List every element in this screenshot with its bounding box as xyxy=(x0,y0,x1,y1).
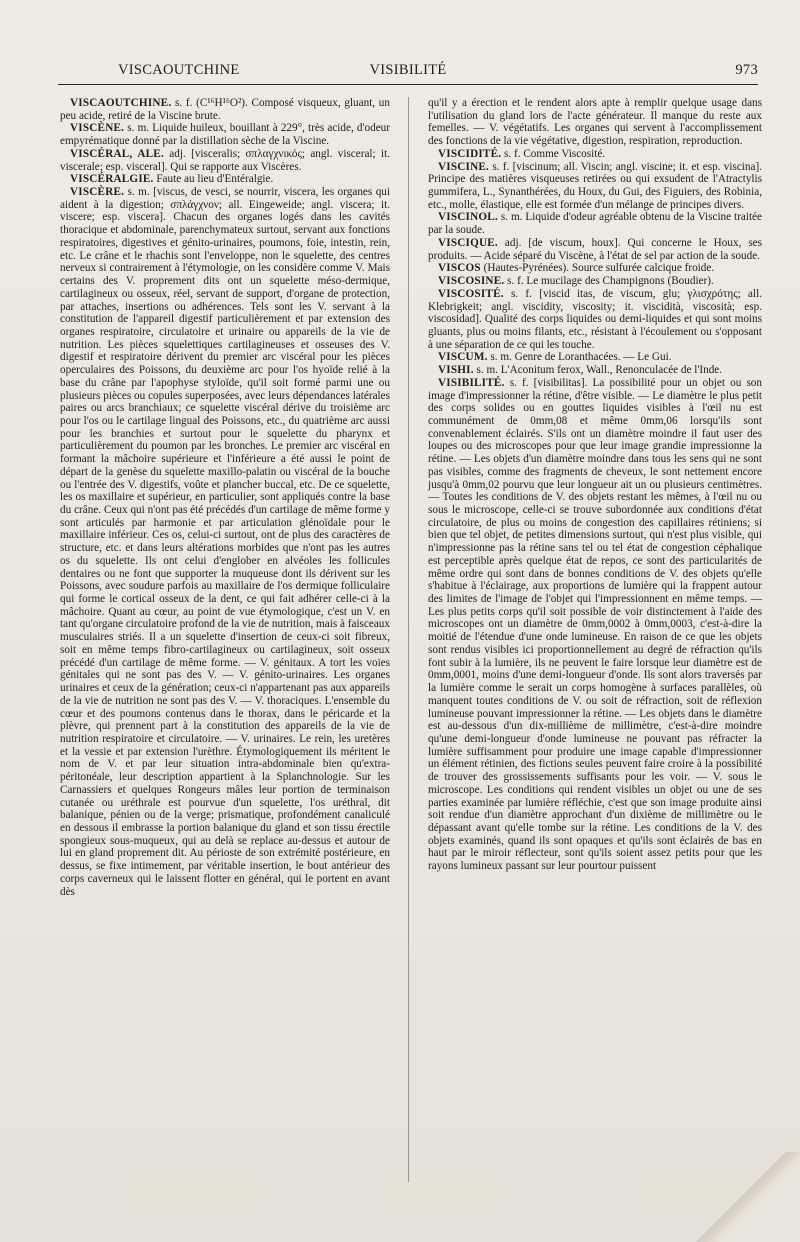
dictionary-entry xyxy=(428,262,762,275)
entry-headword: VISCÈRE. xyxy=(70,186,125,199)
dictionary-entry xyxy=(428,275,762,288)
entry-headword: VISCOSITÉ. xyxy=(438,287,504,300)
dictionary-entry xyxy=(60,173,390,186)
column-divider xyxy=(408,97,409,1182)
dictionary-entry xyxy=(428,161,762,212)
entry-definition: s. f. [visibilitas]. La possibilité pour un objet ou son image d'impressionner la rétine, d'être visible. — Le diamètre le plus petit des corps solides ou en gouttes liquides visibles à l'œil nu est communément de 0mm,08 et même 0mm,06 lorsqu'ils sont convenablement éclairés. S'ils ont un diamètre moindre il faut user des loupes ou des microscopes pour que leur image grandie impressionne la rétine. — Les objets d'un diamètre moindre dans tous les sens qui ne sont pas visibles, comme des fragments de cheveux, le sont nettement encore jusqu'à 0mm,02 pourvu que leur longueur ait un ou plusieurs centimètres. — Toutes les conditions de V. des objets restant les mêmes, à l'œil nu ou sous le microscope, celle-ci se trouve subordonnée aux conditions d'état circulatoire, de plus ou moins de congestion des capillaires rétiniens; si bien que tel objet, de petites dimensions surtout, qui n'est plus visible, qui n'impressionne pas la rétine sans tel ou tel état de congestion céphalique est perceptible après quelque état de repos, ce sont des particularités de même ordre qui sont dans de bonnes conditions de V. des objets qu'elle s'habitue à l'éclairage, aux proportions de lumière qui la frappent autour des limites de l'image de l'objet qui l'impressionnent en même temps. — Les plus petits corps qu'il soit possible de voir distinctement à l'aide des microscopes ont un diamètre de 0mm,0002 à 0mm,0003, c'est-à-dire la moitié de l'étendue d'une onde lumineuse. En raison de ce que les objets sont rendus visibles ici proportionnellement au degré de réfraction qu'ils font subir à la lumière, ils ne peuvent le faire lorsque leur diamètre est de 0mm,0001, moins d'une demi-longueur d'onde. Ils sont alors traversés par la lumière comme le serait un corps homogène à surfaces parallèles, où manquent toutes conditions de V. ou soit de réfraction, soit de réflexion lumineuse pouvant impressionner la rétine. — Les objets dans le diamètre est au-dessous d'un dix-millième de millimètre, c'est-à-dire moindre qu'une demi-longueur d'onde lumineuse ne pouvant pas réfracter la lumière suffisamment pour produire une image capable d'impressionner un élément rétinien, des fictions seules peuvent faire croire à la possibilité de trouver des grossissements suffisants pour les voir. — V. sous le microscope. Les conditions qui rendent visibles un objet ou une de ses parties examinée par lumière réfléchie, c'est que son image produite ainsi soit rendue d'un diamètre approchant d'un dixième de millimètre ou le dépassant avant qu'elle tombe sur la rétine. Les conditions de la V. des objets examinés, quand ils sont opaques et qu'ils sont éclairés de bas en haut par le miroir réflecteur, sont qu'ils soient assez petits pour que les rayons lumineux passant sur leur pourtour puissent xyxy=(428,376,762,873)
page-number: 973 xyxy=(735,62,758,78)
entry-definition: adj. [de viscum, houx]. Qui concerne le Houx, ses produits. — Acide séparé du Viscène, à l'état de sel par action de la soude. xyxy=(428,236,762,262)
dictionary-entry xyxy=(428,377,762,873)
entry-definition: s. f. Le mucilage des Champignons (Boudier). xyxy=(504,275,714,288)
entry-headword: VISCUM. xyxy=(438,351,488,364)
entry-definition: s. f. (C¹⁶H¹⁶O²). Composé visqueux, gluant, un peu acide, retiré de la Viscine brute. xyxy=(60,97,390,122)
header-center-word: VISIBILITÉ xyxy=(369,62,447,78)
entry-definition: s. m. L'Aconitum ferox, Wall., Renonculacée de l'Inde. xyxy=(473,364,723,377)
entry-headword: VISIBILITÉ. xyxy=(438,376,505,389)
entry-definition: s. m. Liquide huileux, bouillant à 229°, très acide, d'odeur empyrématique donné par la distillation sèche de la Viscine. xyxy=(60,122,390,148)
header-rule xyxy=(58,84,758,85)
entry-headword: VISCOSINE. xyxy=(438,275,505,288)
entry-definition: s. f. [viscid itas, de viscum, glu; γλισχρότης; all. Klebrigkeit; angl. viscidity, viscosity; it. viscidità, viscosità; esp. viscosidad]. Qualité des corps liquides ou demi-liquides et qui sont moins gluants, plus ou moins filants, etc., résistant à l'écoulement ou s'opposant à une séparation de ce qui les touche. xyxy=(428,287,762,351)
entry-headword: VISCAOUTCHINE. xyxy=(70,97,172,109)
dictionary-entry xyxy=(60,186,390,898)
entry-headword: VISCÈNE. xyxy=(70,122,125,135)
entry-definition: s. m. Genre de Loranthacées. — Le Gui. xyxy=(487,351,672,364)
entry-headword: VISCÉRAL, ALE. xyxy=(70,147,164,160)
entry-headword: VISCOS xyxy=(438,262,481,275)
entry-definition: qu'il y a érection et le rendent alors apte à remplir quelque usage dans l'utilisation du gland lors de l'acte générateur. Il manque du reste aux femelles. — V. végétatifs. Les organes qui servent à l'accomplissement des fonctions de la vie végétative, digestion, respiration, reproduction. xyxy=(428,97,762,148)
dictionary-entry xyxy=(60,97,390,122)
dictionary-entry xyxy=(60,148,390,173)
entry-definition: s. m. [viscus, de vesci, se nourrir, viscera, les organes qui aident à la digestion; σπλάγχνον; all. Eingeweide; angl. viscera; it. viscere; esp. viscera]. Chacun des organes logés dans les cavités thoracique et abdominale, parenchymateux surtout, servant aux fonctions respiratoires, digestives et génito-urinaires, poumons, foie, intestin, rein, etc. Le crâne et le rhachis sont l'enveloppe, non le squelette, des centres nerveux si contrairement à l'étymologie, on les considère comme V. Mais certains des V. proprement dits ont un squelette méso-dermique, cartilagineux ou osseux, réel, servant de support, d'organe de protection, par attaches, insertions ou adhérences. Tels sont les V. servant à la constitution de l'appareil digestif particulièrement et par extension des organes respiratoire, circulatoire et urinaire ou appareils de la vie de nutrition. Les pièces squelettiques cartilagineuses et osseuses des V. digestif et respiratoire dérivent du premier arc viscéral pour les pièces operculaires des Poissons, du deuxième arc pour l'os hyoïde relié à la base du crâne par l'apophyse styloïde, qu'il soit formé parmi une ou plusieurs pièces ou copules superposées, avec leurs dépendances latérales paires ou arcs branchiaux; ce squelette viscéral dérive du troisième arc pour l'os ou le cartilage lingual des Poissons, etc., du quatrième arc aussi pour les branchies et surtout pour le squelette du pharynx et particulièrement du poumon par les bronches. Le premier arc viscéral en formant la mâchoire supérieure et l'inférieure a été aussi le point de départ de la genèse du squelette maxillo-palatin ou viscéral de la bouche ou l'entrée des V. digestifs, voûte et plancher buccal, etc. De ce squelette, les os maxillaire et supérieur, en particulier, sont appliqués contre la base du crâne. Ceux qui n'ont pas été précédés d'un cartilage de même forme y sont articulés par harmonie et par articulation glénoïdale pour le maxillaire inférieur. Ces os, celui-ci surtout, ont de plus des caractères de structure, etc. et dans leurs altérations morbides que n'ont pas les autres os du squelette. Ils ont celui d'englober en alvéoles les follicules dentaires ou ne font que supporter la muqueuse dont ils dérivent sur les Poissons, avec soudure parfois au maxillaire de l'os dermique folliculaire qui forme le cortical osseux de la dent, ce qui fait adhérer celle-ci à la mâchoire. Quant au cœur, au point de vue étymologique, c'est un V. en tant qu'organe circulatoire profond de la vie de nutrition, mais à faisceaux musculaires striés. Il a un squelette d'insertion de ceux-ci soit fibreux, soit en même temps fibro-cartilagineux ou cartilagineux, soit osseux précédé d'un cartilage de même forme. — V. génitaux. A tort les voies génitales qui ne sont pas des V. — V. génito-urinaires. Les organes urinaires et ceux de la génération; ceux-ci n'appartenant pas aux appareils de la vie de nutrition ne sont pas des V. — V. thoraciques. L'ensemble du cœur et des poumons contenus dans le thorax, dans le péricarde et la plèvre, qui prennent part à la constitution des appareils de la vie de nutrition respiratoire et circulatoire. — V. urinaires. Le rein, les uretères et la vessie et par extension l'urèthre. Étymologiquement ils méritent le nom de V. et par leur situation intra-abdominale bien qu'extra-péritonéale, leur description appartient à la Splanchnologie. Sur les Carnassiers et quelques Rongeurs mâles leur portion de terminaison cutanée ou uréthrale est pourvue d'un squelette, l'os uréthral, dit balanique, pénien ou de la verge; prismatique, profondément canaliculé en dessous il embrasse la portion balanique du gland et son tissu érectile spongieux sous-muqueux, qui au delà se replace au-dessus et autour de lui en gland proprement dit. Au périoste de son extrémité postérieure, en dessus, se fixe intimement, par véritable insertion, le bout antérieur des corps caverneux qui le laissent flotter en général, qui le portent en avant dès xyxy=(60,186,390,898)
dictionary-entry xyxy=(428,148,762,161)
dictionary-entry xyxy=(60,122,390,147)
entry-headword: VISCIDITÉ. xyxy=(438,147,502,160)
entry-headword: VISCINE. xyxy=(438,160,490,173)
dictionary-entry xyxy=(428,364,762,377)
dictionary-entry xyxy=(428,97,762,148)
dictionary-entry xyxy=(428,351,762,364)
entry-definition: Faute au lieu d'Entéralgie. xyxy=(153,173,274,186)
entry-headword: VISHI. xyxy=(438,364,474,377)
running-header xyxy=(58,62,758,82)
header-left-word: VISCAOUTCHINE xyxy=(118,62,240,78)
entry-definition: s. f. [viscinum; all. Viscin; angl. viscine; it. et esp. viscina]. Principe des matières visqueuses retirées ou qui exsudent de l'Atractylis gummifera, L., Synanthérées, du Houx, du Gui, des Figuiers, des Robinia, etc., molle, élastique, elle est formée d'un mélange de principes divers. xyxy=(428,160,762,211)
entry-headword: VISCÉRALGIE. xyxy=(70,173,154,186)
entry-definition: (Hautes-Pyrénées). Source sulfurée calcique froide. xyxy=(480,262,715,275)
dictionary-entry xyxy=(428,288,762,352)
entry-definition: s. f. Comme Viscosité. xyxy=(501,147,606,160)
entry-definition: adj. [visceralis; σπλαγχνικός; angl. visceral; it. viscerale; esp. visceral]. Qui se rapporte aux Viscères. xyxy=(60,147,390,173)
left-column xyxy=(60,97,390,898)
dictionary-entry xyxy=(428,237,762,262)
entry-headword: VISCIQUE. xyxy=(438,236,498,249)
entry-headword: VISCINOL. xyxy=(438,211,498,224)
entry-definition: s. m. Liquide d'odeur agréable obtenu de la Viscine traitée par la soude. xyxy=(428,211,762,237)
right-column xyxy=(428,97,762,873)
dictionary-entry xyxy=(428,211,762,236)
page-curl xyxy=(680,1152,800,1242)
